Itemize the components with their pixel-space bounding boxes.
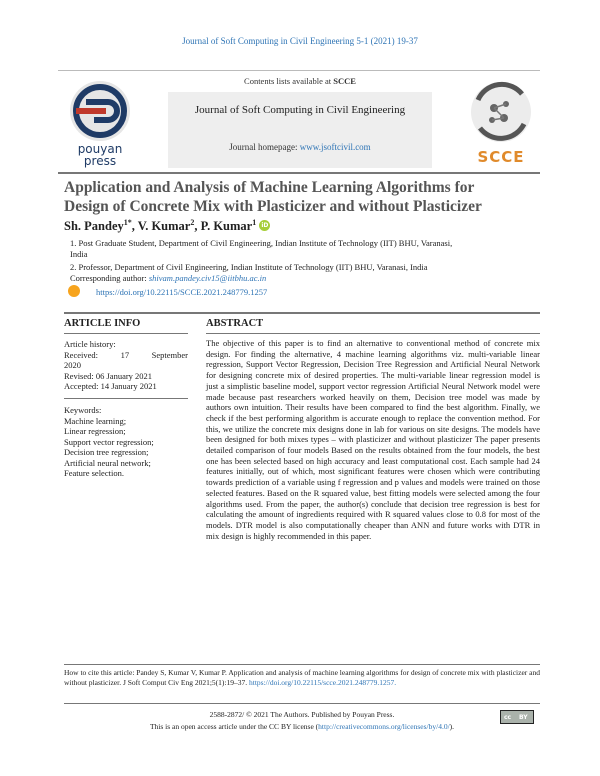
abstract-rule — [206, 333, 540, 334]
received-line — [64, 350, 188, 361]
header-top-rule — [58, 70, 540, 71]
keywords-label: Keywords: — [64, 405, 102, 415]
corresponding-author — [70, 273, 540, 284]
doi-icon — [68, 285, 80, 297]
abstract-text: The objective of this paper is to find an alternative to conventional method of concrete mix design. For finding the alternative, 4 machine learning algorithms viz. multi-variable linear regression, Support Vector Regression, Decision Tree Regression and Artificial Neural Network for designing concrete mix of desired properties. The multi-variable linear regression model is just a simplistic baseline model, support vector regression Artificial Neural Network model were made because past researchers worked heavily on them, Decision tree model was made by authors own intuition. Their results have been compared to find the best algorithm. Finally, we check if the best performing algorithm is accurate enough to replace the convention method. For this, we utilize the concrete mix designs done in lab for various on site designs. The models have been designed for both mixes types – with plasticizer and without plasticizer The paper presents detailed comparison of four models Based on the results obtained from the four models, the best one has been selected based on high accuracy and least computational cost. Each sample had 24 features initially, out of which, most significant features were chosen which were contributing towards prediction of a variable using f regression and p values and models were trained on those selected features. Based on the R squared value, best fitting models were selected among the four algorithms used. From the paper, the author(s) conclude that decision tree regression is best for calculating the amount of ingredients required with R squared values close to 0.8 for most of the models. DTR model is also computationally cheaper than ANN and future works with DTR in mix design is highly recommended in this paper. — [206, 338, 540, 541]
affiliation-1-cont: India — [70, 249, 88, 259]
article-history — [64, 339, 188, 392]
author-list: Sh. Pandey$^{1*}$, V. Kumar$^2$, P. Kumar$^1$ iD — [64, 218, 269, 234]
keyword-item: Linear regression; — [64, 426, 126, 436]
copyright-line: 2588-2872/ © 2021 The Authors. Published by Pouyan Press. — [209, 710, 395, 719]
doi-link[interactable]: https://doi.org/10.22115/SCCE.2021.248779.1257 — [96, 287, 268, 297]
homepage-link[interactable]: www.jsoftcivil.com — [299, 142, 371, 152]
orcid-icon[interactable]: iD — [261, 222, 269, 230]
keyword-item: Support vector regression; — [64, 436, 154, 447]
author-sup: 1 — [252, 218, 257, 227]
running-header-citation: Journal of Soft Computing in Civil Engineering 5-1 (2021) 19-37 — [182, 36, 418, 46]
received-year: 2020 — [64, 360, 81, 370]
pouyan-logo-line1: pouyan — [77, 142, 123, 156]
license-link[interactable]: http://creativecommons.org/licenses/by/4.0/ — [318, 722, 450, 731]
pouyan-logo-line2: press — [83, 154, 117, 168]
revised-date: Revised: 06 January 2021 — [64, 370, 153, 381]
author-name: Sh. Pandey — [64, 219, 124, 234]
header-bottom-rule — [58, 172, 540, 174]
abstract-heading: ABSTRACT — [206, 318, 264, 329]
title-line-2: Design of Concrete Mix with Plasticizer and without Plasticizer — [64, 198, 482, 215]
corresponding-label: Corresponding author: — [70, 273, 147, 283]
contents-publisher: SCCE — [333, 76, 356, 86]
keywords-rule — [64, 398, 188, 399]
footer-top-rule — [64, 664, 540, 665]
scce-logo-text: SCCE — [477, 148, 525, 166]
author-name: V. Kumar — [137, 219, 191, 234]
article-info-rule — [64, 333, 188, 334]
keyword-item: Feature selection. — [64, 468, 124, 478]
pouyan-press-logo — [64, 78, 136, 170]
pouyan-emblem-icon — [64, 78, 136, 144]
contents-prefix: Contents lists available at — [244, 76, 332, 86]
how-to-cite — [64, 668, 540, 688]
scce-emblem-icon — [464, 78, 538, 148]
cc-badge-by: BY — [519, 714, 528, 721]
cite-doi-link[interactable]: https://doi.org/10.22115/scce.2021.248779.1257. — [249, 678, 397, 687]
title-line-1: Application and Analysis of Machine Learning Algorithms for — [64, 179, 475, 196]
author-sup: 1* — [123, 218, 132, 227]
accepted-date: Accepted: 14 January 2021 — [64, 381, 157, 391]
license-suffix: ). — [449, 722, 455, 731]
keyword-item: Machine learning; — [64, 415, 127, 426]
contents-line — [160, 76, 440, 86]
section-top-rule — [64, 312, 540, 314]
cc-by-badge-icon[interactable] — [500, 710, 534, 724]
affiliation-1: 1. Post Graduate Student, Department of Civil Engineering, Indian Institute of Technology (IIT) BHU, Varanasi, — [70, 238, 453, 248]
history-label: Article history: — [64, 339, 116, 349]
journal-homepage — [160, 142, 440, 152]
article-title — [64, 178, 540, 216]
keywords-block — [64, 405, 188, 479]
received-day: 17 — [120, 349, 130, 360]
keyword-item: Artificial neural network; — [64, 457, 151, 468]
affiliation-2: 2. Professor, Department of Civil Engineering, Indian Institute of Technology (IIT) BHU, Varanasi, India — [70, 262, 428, 272]
author-name: P. Kumar — [200, 219, 253, 234]
cc-badge-cc: cc — [504, 714, 512, 721]
article-info-heading: ARTICLE INFO — [64, 318, 141, 329]
received-month: September — [151, 349, 188, 360]
keyword-item: Decision tree regression; — [64, 447, 149, 457]
author-sup: 2 — [190, 218, 195, 227]
footer-mid-rule — [64, 703, 540, 704]
cite-text: How to cite this article: Pandey S, Kumar V, Kumar P. Application and analysis of machine learning algorithms for design of concrete mix with plasticizer and without plasticizer. J Soft Comput Civ Eng 2021;5(1):19–37. — [64, 668, 540, 687]
license-line — [64, 722, 540, 731]
scce-logo — [464, 78, 538, 170]
homepage-label: Journal homepage: — [229, 142, 298, 152]
journal-name: Journal of Soft Computing in Civil Engineering — [194, 104, 406, 116]
corresponding-email-link[interactable]: shivam.pandey.civ15@iitbhu.ac.in — [148, 273, 267, 283]
received-label: Received: — [64, 349, 98, 360]
license-prefix: This is an open access article under the CC BY license ( — [149, 722, 319, 731]
